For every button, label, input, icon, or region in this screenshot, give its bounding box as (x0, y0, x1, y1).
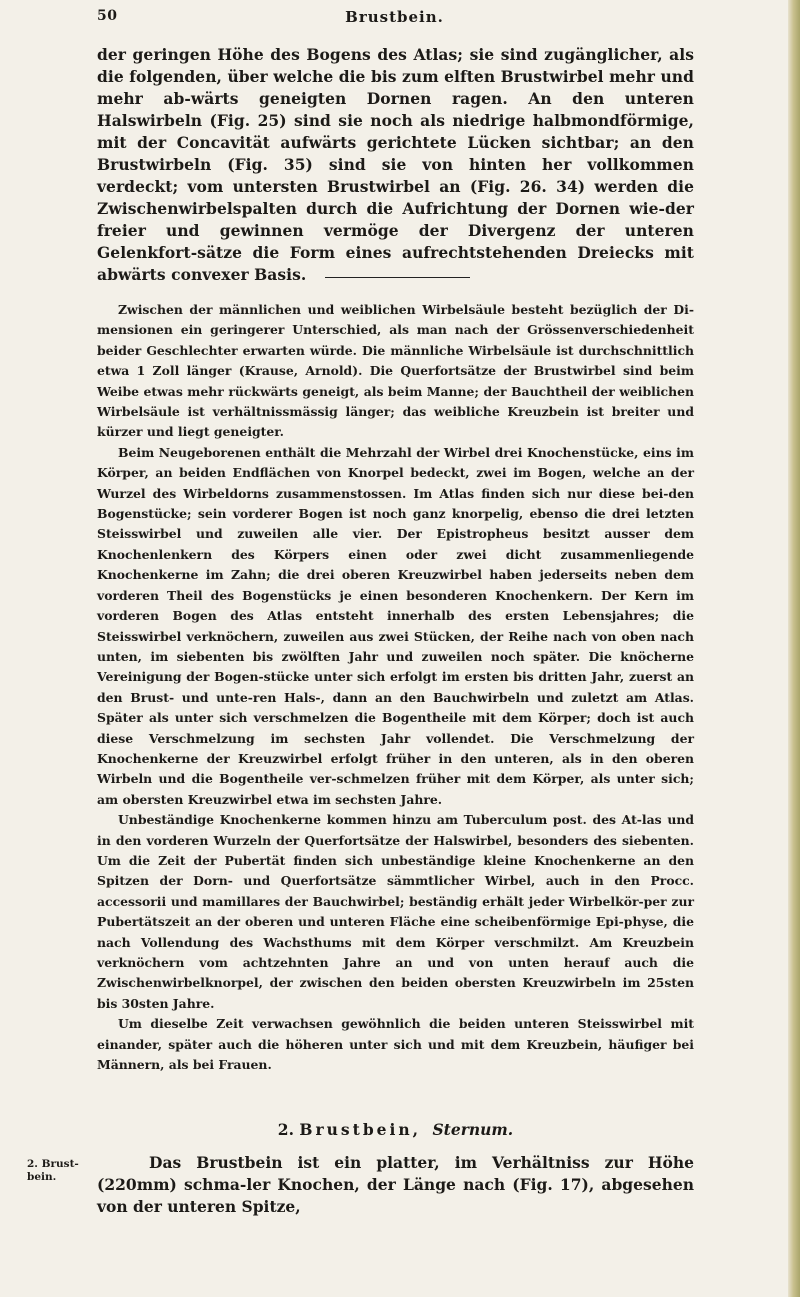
margin-note: 2. Brust-bein. (27, 1158, 79, 1183)
paragraph-coccyx-fusion: Um dieselbe Zeit verwachsen gewöhnlich die beiden unteren Steisswirbel mit einander, später auch die höheren unter sich und mit dem Kreuzbein, häufiger bei Männern, als bei Frauen. (97, 1016, 694, 1073)
intro-paragraph: der geringen Höhe des Bogens des Atlas; sie sind zugänglicher, als die folgenden, über welche die bis zum elften Brustwirbel mehr und mehr ab-wärts geneigten Dornen ragen. An den unteren Halswirbeln (Fig. 25) sind sie noch als niedrige halbmondförmige, mit der Concavität aufwärts gerichtete Lücken sichtbar; an den Brustwirbeln (Fig. 35) sind sie von hinten her vollkommen verdeckt; vom untersten Brustwirbel an (Fig. 26. 34) werden die Zwischenwirbelspalten durch die Aufrichtung der Dornen wie-der freier und gewinnen vermöge der Divergenz der unteren Gelenkfort-sätze die Form eines aufrechtstehenden Dreiecks mit abwärts convexer Basis. (97, 45, 694, 284)
page-binding-edge (788, 0, 800, 1297)
running-head: Brustbein. (345, 8, 444, 26)
small-print-block (97, 300, 694, 1075)
section-latin-title: Sternum. (432, 1120, 514, 1139)
section-number: 2. (277, 1120, 294, 1139)
paragraph-newborn-ossification: Beim Neugeborenen enthält die Mehrzahl der Wirbel drei Knochenstücke, eins im Körper, an beiden Endflächen von Knorpel bedeckt, zwei im Bogen, welche an der Wurzel des Wirbeldorns zusammenstossen. Im Atlas finden sich nur diese bei-den Bogenstücke; sein vorderer Bogen ist noch ganz knorpelig, ebenso die drei letzten Steisswirbel und zuweilen alle vier. Der Epistropheus besitzt ausser dem Knochenlenkern des Körpers einen oder zwei dicht zusammenliegende Knochenkerne im Zahn; die drei oberen Kreuzwirbel haben jederseits neben dem vorderen Theil des Bogenstücks je einen besonderen Knochenkern. Der Kern im vorderen Bogen des Atlas entsteht innerhalb des ersten Lebensjahres; die Steisswirbel verknöchern, zuweilen aus zwei Stücken, der Reihe nach von oben nach unten, im siebenten bis zwölften Jahr und zuweilen noch später. Die knöcherne Vereinigung der Bogen-stücke unter sich erfolgt im ersten bis dritten Jahr, zuerst an den Brust- und unte-ren Hals-, dann an den Bauchwirbeln und zuletzt am Atlas. Später als unter sich verschmelzen die Bogentheile mit dem Körper; doch ist auch diese Verschmelzung im sechsten Jahr vollendet. Die Verschmelzung der Knochenkerne der Kreuzwirbel erfolgt früher in den unteren, als in den oberen Wirbeln und die Bogentheile ver-schmelzen früher mit dem Körper, als unter sich; am obersten Kreuzwirbel etwa im sechsten Jahre. (97, 444, 694, 807)
paragraph-inconstant-nuclei: Unbeständige Knochenkerne kommen hinzu am Tuberculum post. des At-las und in den vorderen Wurzeln der Querfortsätze der Halswirbel, besonders des siebenten. Um die Zeit der Pubertät finden sich unbeständige kleine Knochenkerne an den Spitzen der Dorn- und Querfortsätze sämmtlicher Wirbel, auch in den Procc. accessorii und mamillares der Bauchwirbel; beständig erhält jeder Wirbelkör-per zur Pubertätszeit an der oberen und unteren Fläche eine scheibenförmige Epi-physe, die nach Vollendung des Wachsthums mit dem Körper verschmilzt. Am Kreuzbein verknöchern vom achtzehnten Jahre an und von unten herauf auch die Zwischenwirbelknorpel, der zwischen den beiden obersten Kreuzwirbeln im 25sten bis 30sten Jahre. (97, 812, 694, 1011)
section-title: Brustbein, (299, 1120, 422, 1139)
page-number: 50 (97, 8, 118, 24)
section-heading (97, 1120, 694, 1139)
sternum-paragraph: Das Brustbein ist ein platter, im Verhältniss zur Höhe (220mm) schma-ler Knochen, der Länge nach (Fig. 17), abgesehen von der unteren Spitze, (97, 1153, 694, 1216)
page-header (97, 8, 692, 34)
paragraph-sex-differences: Zwischen der männlichen und weiblichen Wirbelsäule besteht bezüglich der Di-mensionen ein geringerer Unterschied, als man nach der Grössenverschiedenheit beider Geschlechter erwarten würde. Die männliche Wirbelsäule ist durchschnittlich etwa 1 Zoll länger (Krause, Arnold). Die Querfortsätze der Brustwirbel sind beim Weibe etwas mehr rückwärts geneigt, als beim Manne; der Bauchtheil der weiblichen Wirbelsäule ist verhältnissmässig länger; das weibliche Kreuzbein ist breiter und kürzer und liegt geneigter. (97, 302, 694, 440)
separator-rule (325, 277, 470, 278)
